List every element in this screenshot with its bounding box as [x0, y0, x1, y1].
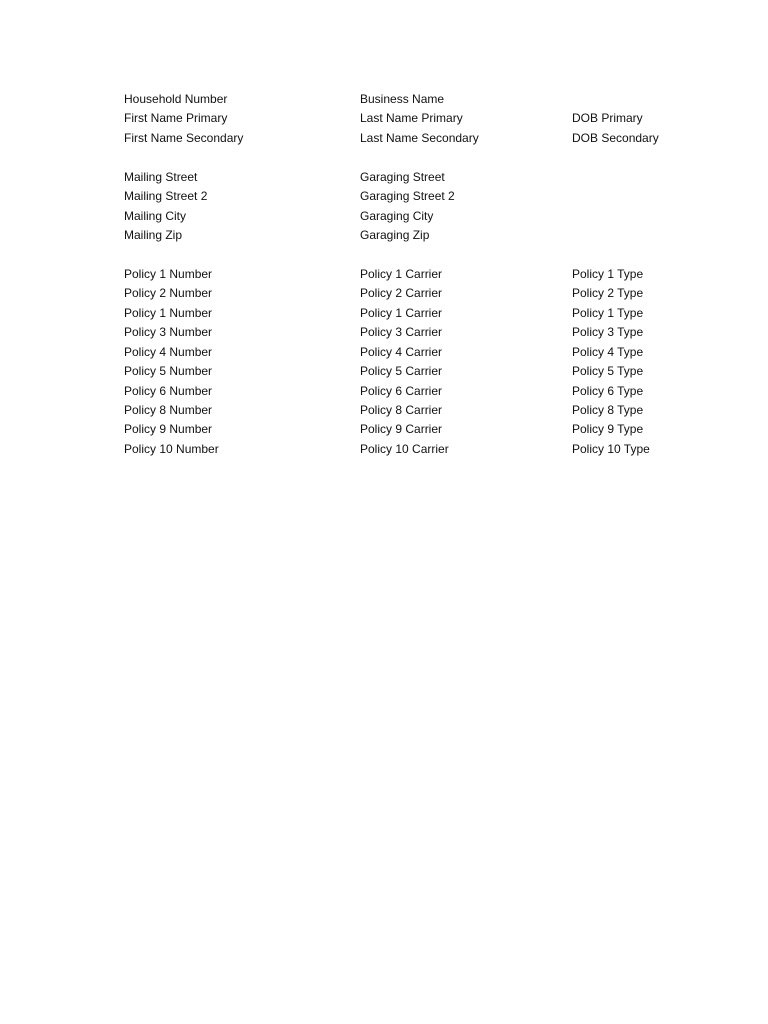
first-name-primary-label: First Name Primary: [124, 111, 228, 126]
policy-number-label: Policy 6 Number: [124, 383, 213, 398]
business-name-label: Business Name: [360, 92, 445, 106]
policy-carrier-label: Policy 10 Carrier: [360, 441, 449, 456]
policy-number-label: Policy 10 Number: [124, 441, 219, 456]
policy-carrier-label: Policy 3 Carrier: [360, 325, 443, 340]
policy-number-label: Policy 5 Number: [124, 364, 213, 379]
policy-type-label: Policy 6 Type: [572, 383, 644, 398]
policy-carrier-label: Policy 8 Carrier: [360, 403, 443, 417]
policy-carrier-label: Policy 9 Carrier: [360, 422, 443, 437]
policy-carrier-label: Policy 2 Carrier: [360, 286, 443, 301]
policy-number-label: Policy 2 Number: [124, 286, 213, 301]
policy-carrier-label: Policy 1 Carrier: [360, 266, 443, 281]
policy-carrier-label: Policy 1 Carrier: [360, 305, 443, 320]
policy-type-label: Policy 1 Type: [572, 305, 644, 320]
garaging-zip-label: Garaging Zip: [360, 228, 430, 243]
policy-type-label: Policy 1 Type: [572, 266, 644, 281]
policy-type-label: Policy 4 Type: [572, 344, 644, 359]
policy-type-label: Policy 3 Type: [572, 325, 644, 340]
mailing-zip-label: Mailing Zip: [124, 228, 183, 243]
last-name-secondary-label: Last Name Secondary: [360, 130, 479, 145]
mailing-street-2-label: Mailing Street 2: [124, 189, 208, 204]
policy-number-label: Policy 1 Number: [124, 266, 213, 281]
policy-type-label: Policy 5 Type: [572, 364, 644, 379]
policy-carrier-label: Policy 6 Carrier: [360, 383, 443, 398]
policy-number-label: Policy 8 Number: [124, 403, 213, 417]
garaging-street-2-label: Garaging Street 2: [360, 189, 455, 204]
mailing-street-label: Mailing Street: [124, 169, 198, 184]
policy-type-label: Policy 8 Type: [572, 403, 644, 417]
garaging-city-label: Garaging City: [360, 208, 434, 223]
first-name-secondary-label: First Name Secondary: [124, 130, 244, 145]
mailing-city-label: Mailing City: [124, 208, 187, 223]
garaging-street-label: Garaging Street: [360, 169, 445, 184]
policy-type-label: Policy 10 Type: [572, 441, 650, 456]
household-number-label: Household Number: [124, 92, 228, 106]
policy-number-label: Policy 9 Number: [124, 422, 213, 437]
policy-type-label: Policy 9 Type: [572, 422, 644, 437]
policy-carrier-label: Policy 4 Carrier: [360, 344, 443, 359]
policy-number-label: Policy 3 Number: [124, 325, 213, 340]
policy-type-label: Policy 2 Type: [572, 286, 644, 301]
dob-primary-label: DOB Primary: [572, 111, 643, 126]
policy-number-label: Policy 1 Number: [124, 305, 213, 320]
policy-number-label: Policy 4 Number: [124, 344, 213, 359]
last-name-primary-label: Last Name Primary: [360, 111, 463, 126]
policy-carrier-label: Policy 5 Carrier: [360, 364, 443, 379]
dob-secondary-label: DOB Secondary: [572, 130, 659, 145]
